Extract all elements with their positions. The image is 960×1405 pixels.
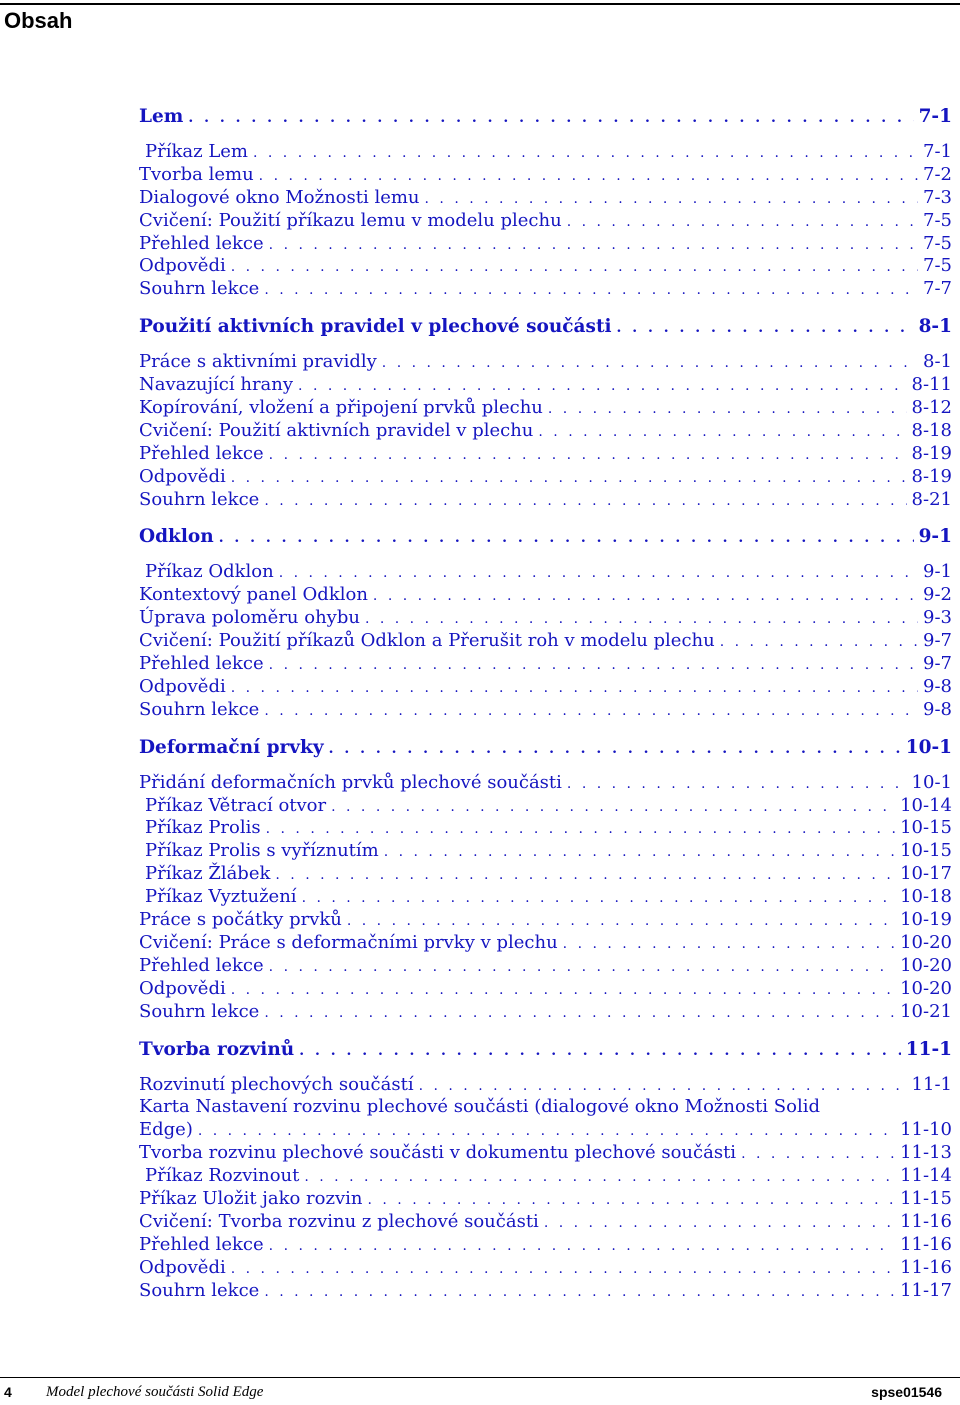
footer-page-number: 4: [4, 1384, 12, 1400]
toc-entry[interactable]: [139, 1165, 952, 1188]
dot-leader: [269, 654, 918, 677]
toc-entry[interactable]: [139, 1188, 952, 1211]
toc-entry[interactable]: [139, 443, 952, 466]
toc-heading-text: Tvorba rozvinů: [139, 1038, 295, 1060]
toc-entry-text: Příkaz Vyztužení: [145, 886, 297, 908]
dot-leader: [298, 375, 907, 398]
toc-entry-text: Práce s aktivními pravidly: [139, 351, 377, 373]
toc-entry[interactable]: [139, 932, 952, 955]
toc-page-number: 11-16: [900, 1210, 952, 1232]
toc-page-number: 10-14: [900, 794, 952, 816]
toc-section: [139, 1038, 952, 1303]
toc-section-heading[interactable]: [139, 105, 952, 129]
dot-leader: [279, 562, 918, 585]
toc-page-number: 10-17: [900, 863, 952, 885]
toc-entry-text: Příkaz Prolis: [145, 817, 261, 839]
toc-entry[interactable]: [139, 1119, 952, 1142]
dot-leader: [198, 1120, 895, 1143]
toc-page-number: 9-2: [923, 584, 952, 606]
toc-entry-text: Přehled lekce: [139, 1233, 264, 1255]
dot-leader: [567, 773, 907, 796]
dot-leader: [275, 864, 895, 887]
toc-entry[interactable]: [139, 909, 952, 932]
toc-entry[interactable]: [139, 955, 952, 978]
dot-leader: [269, 956, 895, 979]
dot-leader: [264, 279, 918, 302]
dot-leader: [304, 1166, 895, 1189]
toc-entry-text: Úprava poloměru ohybu: [139, 607, 360, 629]
toc-page-number: 11-1: [905, 1038, 952, 1060]
toc-entry-text: Dialogové okno Možnosti lemu: [139, 186, 420, 208]
toc-page-number: 11-10: [900, 1119, 952, 1141]
toc-entry-text: Odpovědi: [139, 465, 226, 487]
dot-leader: [264, 1002, 895, 1025]
toc-page-number: 8-1: [918, 316, 952, 338]
toc-entry-text: Souhrn lekce: [139, 1000, 260, 1022]
dot-leader: [741, 1143, 895, 1166]
dot-leader: [329, 737, 901, 761]
toc-page-number: 7-1: [923, 141, 952, 162]
dot-leader: [368, 1189, 896, 1212]
dot-leader: [231, 677, 918, 700]
dot-leader: [347, 910, 895, 933]
toc-section: [139, 315, 952, 511]
dot-leader: [269, 234, 918, 257]
dot-leader: [419, 1075, 907, 1098]
toc-entry[interactable]: [139, 141, 952, 164]
dot-leader: [188, 106, 913, 130]
dot-leader: [266, 818, 895, 841]
toc-entry-text: Příkaz Prolis s vyříznutím: [145, 840, 379, 862]
toc-page-number: 10-19: [900, 909, 952, 931]
toc-page-number: 11-13: [900, 1142, 952, 1164]
toc-entry-text: Práce s počátky prvků: [139, 909, 342, 931]
toc-entry[interactable]: [139, 795, 952, 818]
dot-leader: [231, 256, 918, 279]
toc-entry-text: Rozvinutí plechových součástí: [139, 1073, 414, 1095]
toc-entry[interactable]: [139, 817, 952, 840]
toc-entry[interactable]: [139, 653, 952, 676]
toc-page-number: 9-1: [918, 526, 952, 548]
toc-heading-text: Použití aktivních pravidel v plechové součásti: [139, 316, 612, 338]
table-of-contents: [139, 105, 952, 1316]
toc-page-number: 10-1: [911, 771, 952, 793]
toc-entry[interactable]: [139, 374, 952, 397]
dot-leader: [563, 933, 895, 956]
dot-leader: [264, 700, 918, 723]
dot-leader: [373, 585, 918, 608]
toc-page-number: 11-16: [900, 1256, 952, 1278]
dot-leader: [264, 1281, 895, 1304]
dot-leader: [331, 796, 895, 819]
toc-entry[interactable]: [139, 1096, 952, 1119]
dot-leader: [299, 1039, 900, 1063]
toc-page-number: 9-1: [923, 561, 952, 583]
toc-entry[interactable]: [139, 699, 952, 722]
toc-page-number: 7-5: [923, 232, 952, 254]
toc-page-number: 11-1: [911, 1073, 952, 1095]
dot-leader: [302, 887, 896, 910]
dot-leader: [567, 211, 918, 234]
toc-entry[interactable]: [139, 607, 952, 630]
toc-entry-text: Souhrn lekce: [139, 488, 260, 510]
toc-page-number: 10-1: [905, 736, 952, 758]
toc-entry-text: Kontextový panel Odklon: [139, 584, 368, 606]
toc-entry-text: Příkaz Lem: [145, 141, 248, 162]
toc-entry[interactable]: [139, 630, 952, 653]
toc-page-number: 7-1: [918, 106, 952, 127]
toc-entry-text: Příkaz Větrací otvor: [145, 794, 327, 816]
toc-section: [139, 736, 952, 1024]
dot-leader: [382, 352, 918, 375]
toc-entry[interactable]: [139, 187, 952, 210]
toc-entry[interactable]: [139, 489, 952, 512]
toc-entry-text: Přidání deformačních prvků plechové součásti: [139, 771, 562, 793]
toc-entry-text: Kopírování, vložení a připojení prvků plechu: [139, 397, 543, 419]
toc-entry[interactable]: [139, 863, 952, 886]
toc-entry[interactable]: [139, 1074, 952, 1097]
dot-leader: [231, 979, 895, 1002]
toc-page-number: 8-11: [911, 374, 952, 396]
dot-leader: [269, 1235, 895, 1258]
toc-page-number: 11-17: [900, 1279, 952, 1301]
toc-page-number: 11-16: [900, 1233, 952, 1255]
toc-entry[interactable]: [139, 886, 952, 909]
toc-page-number: 11-15: [900, 1187, 952, 1209]
dot-leader: [384, 841, 895, 864]
dot-leader: [259, 165, 918, 188]
page-footer: [0, 1384, 960, 1404]
toc-entry[interactable]: [139, 978, 952, 1001]
toc-entry[interactable]: [139, 1142, 952, 1165]
toc-entry-text: Tvorba rozvinu plechové součásti v dokumentu plechové součásti: [139, 1142, 737, 1164]
toc-entry-text: Přehled lekce: [139, 653, 264, 675]
toc-entry-text: Odpovědi: [139, 255, 226, 277]
toc-entry-text: Cvičení: Tvorba rozvinu z plechové součásti: [139, 1210, 539, 1232]
toc-entry-text: Souhrn lekce: [139, 698, 260, 720]
dot-leader: [720, 631, 918, 654]
toc-page-number: 8-12: [911, 397, 952, 419]
toc-page-number: 8-18: [911, 419, 952, 441]
toc-entry-text: Odpovědi: [139, 977, 226, 999]
toc-entry-text: Tvorba lemu: [139, 163, 254, 185]
toc-section: [139, 105, 952, 301]
toc-entry[interactable]: [139, 420, 952, 443]
dot-leader: [617, 316, 914, 340]
toc-page-number: 8-19: [911, 442, 952, 464]
toc-entry[interactable]: [139, 397, 952, 420]
toc-page-number: 8-1: [923, 351, 952, 373]
dot-leader: [264, 490, 906, 513]
toc-entry[interactable]: [139, 210, 952, 233]
toc-section-heading[interactable]: [139, 1038, 952, 1062]
toc-page-number: 7-2: [923, 163, 952, 185]
toc-entry-text: Přehled lekce: [139, 442, 264, 464]
toc-entry[interactable]: [139, 278, 952, 301]
toc-page-number: 8-19: [911, 465, 952, 487]
toc-entry[interactable]: [139, 772, 952, 795]
toc-page-number: 10-18: [900, 886, 952, 908]
dot-leader: [253, 142, 918, 165]
footer-rule: [0, 1377, 960, 1378]
toc-entry-text: Karta Nastavení rozvinu plechové součásti (dialogové okno Možnosti Solid: [139, 1096, 820, 1118]
toc-entry[interactable]: [139, 466, 952, 489]
dot-leader: [544, 1212, 895, 1235]
dot-leader: [269, 444, 907, 467]
toc-entry[interactable]: [139, 561, 952, 584]
toc-page-number: 11-14: [900, 1165, 952, 1187]
toc-entry-text: Souhrn lekce: [139, 1279, 260, 1301]
toc-section: [139, 525, 952, 721]
toc-entry-text: Příkaz Odklon: [145, 561, 274, 583]
toc-page-number: 9-3: [923, 607, 952, 629]
toc-entry-text: Příkaz Rozvinout: [145, 1165, 300, 1187]
toc-page-number: 10-20: [900, 977, 952, 999]
toc-section-heading[interactable]: [139, 736, 952, 760]
toc-entry-text: Přehled lekce: [139, 954, 264, 976]
dot-leader: [425, 188, 918, 211]
footer-doc-code: spse01546: [871, 1384, 942, 1400]
toc-entry[interactable]: [139, 840, 952, 863]
toc-page-number: 9-8: [923, 698, 952, 720]
toc-page-number: 8-21: [911, 488, 952, 510]
toc-entry-text: Příkaz Uložit jako rozvin: [139, 1187, 363, 1209]
toc-entry[interactable]: [139, 676, 952, 699]
dot-leader: [365, 608, 918, 631]
toc-entry-text: Příkaz Žlábek: [145, 863, 271, 885]
toc-entry-text: Cvičení: Použití příkazu lemu v modelu plechu: [139, 209, 562, 231]
toc-entry[interactable]: [139, 584, 952, 607]
toc-entry-text: Cvičení: Práce s deformačními prvky v plechu: [139, 931, 558, 953]
dot-leader: [231, 1258, 895, 1281]
toc-page-number: 10-20: [900, 954, 952, 976]
toc-entry[interactable]: [139, 1280, 952, 1303]
dot-leader: [231, 467, 907, 490]
toc-entry[interactable]: [139, 233, 952, 256]
toc-entry-text: Odpovědi: [139, 1256, 226, 1278]
footer-book-title: Model plechové součásti Solid Edge: [46, 1384, 264, 1400]
toc-entry-text: Souhrn lekce: [139, 278, 260, 300]
toc-entry[interactable]: [139, 1001, 952, 1024]
toc-entry[interactable]: [139, 1234, 952, 1257]
toc-entry-text: Odpovědi: [139, 675, 226, 697]
toc-entry[interactable]: [139, 164, 952, 187]
toc-section-heading[interactable]: [139, 525, 952, 549]
dot-leader: [219, 526, 914, 550]
top-rule: [0, 3, 960, 5]
dot-leader: [548, 398, 907, 421]
toc-entry[interactable]: [139, 351, 952, 374]
toc-heading-text: Odklon: [139, 526, 214, 548]
toc-page-number: 10-15: [900, 817, 952, 839]
toc-heading-text: Deformační prvky: [139, 736, 324, 758]
toc-entry-text: Cvičení: Použití aktivních pravidel v plechu: [139, 419, 534, 441]
toc-entry-text: Edge): [139, 1119, 193, 1141]
toc-page-number: 7-5: [923, 255, 952, 277]
toc-page-number: 10-20: [900, 931, 952, 953]
toc-page-number: 10-15: [900, 840, 952, 862]
toc-entry[interactable]: [139, 1257, 952, 1280]
toc-entry[interactable]: [139, 1211, 952, 1234]
toc-page-number: 9-7: [923, 653, 952, 675]
toc-section-heading[interactable]: [139, 315, 952, 339]
page-title: Obsah: [4, 8, 73, 33]
toc-page-number: 9-8: [923, 675, 952, 697]
toc-page-number: 7-3: [923, 186, 952, 208]
toc-page-number: 9-7: [923, 630, 952, 652]
toc-page-number: 10-21: [900, 1000, 952, 1022]
dot-leader: [538, 421, 906, 444]
toc-heading-text: Lem: [139, 106, 184, 127]
toc-page-number: 7-7: [923, 278, 952, 300]
toc-entry-text: Cvičení: Použití příkazů Odklon a Přerušit roh v modelu plechu: [139, 630, 715, 652]
toc-entry-text: Přehled lekce: [139, 232, 264, 254]
toc-entry-text: Navazující hrany: [139, 374, 294, 396]
toc-entry[interactable]: [139, 255, 952, 278]
toc-page-number: 7-5: [923, 209, 952, 231]
